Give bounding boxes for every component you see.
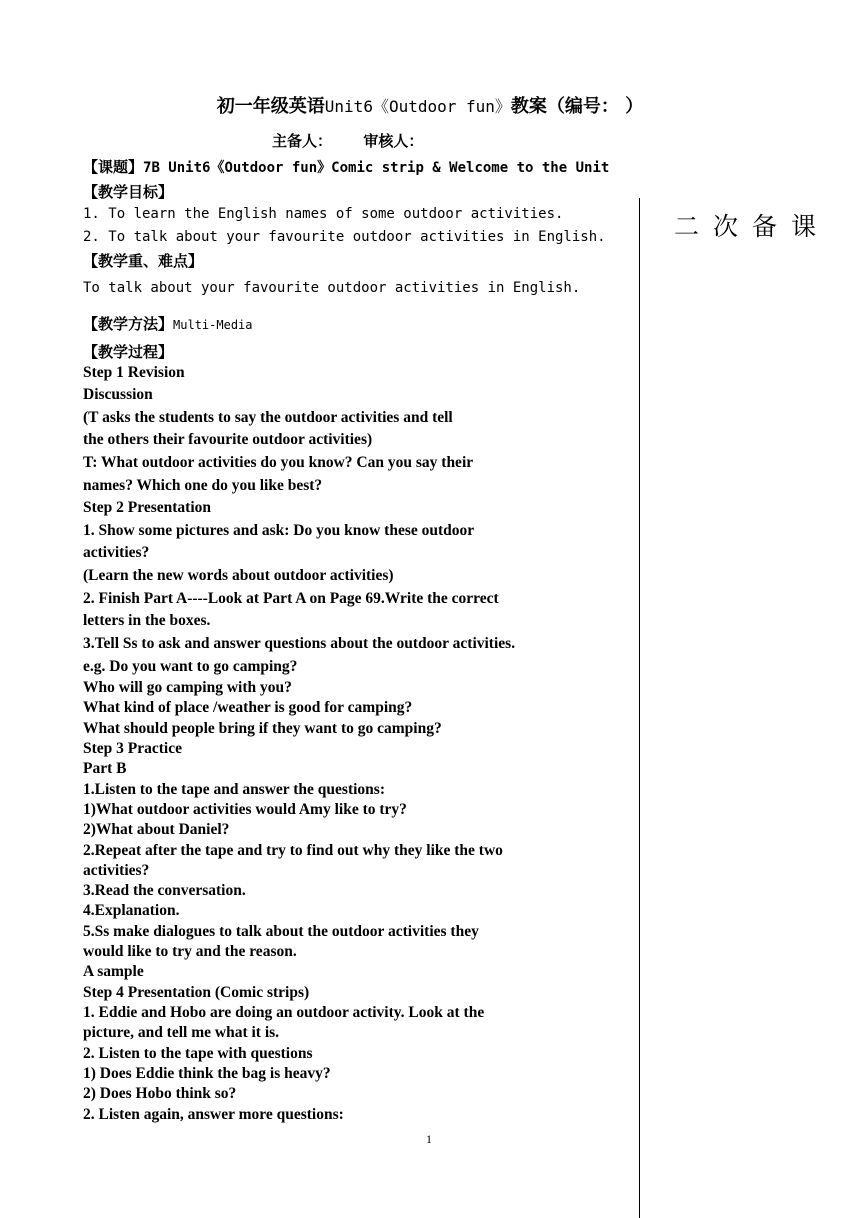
process-line: 1. Show some pictures and ask: Do you know these outdoor xyxy=(83,522,475,539)
process-line: would like to try and the reason. xyxy=(83,943,297,960)
process-line: (Learn the new words about outdoor activities) xyxy=(83,567,394,584)
process-line: 2. Listen to the tape with questions xyxy=(83,1045,313,1062)
process-line: 1)What outdoor activities would Amy like to try? xyxy=(83,801,407,818)
title-rest: 教案（编号： ） xyxy=(510,96,644,117)
title-unit: Unit6《Outdoor fun》 xyxy=(324,97,511,116)
process-line: e.g. Do you want to go camping? xyxy=(83,658,298,675)
objective-item: 2. To talk about your favourite outdoor activities in English. xyxy=(83,229,606,245)
process-line: names? Which one do you like best? xyxy=(83,477,323,494)
process-line: (T asks the students to say the outdoor activities and tell xyxy=(83,409,453,426)
process-line: Part B xyxy=(83,760,127,777)
process-line: 1) Does Eddie think the bag is heavy? xyxy=(83,1065,331,1082)
process-line: 2. Listen again, answer more questions: xyxy=(83,1106,344,1123)
process-line: the others their favourite outdoor activities) xyxy=(83,431,373,448)
process-line: T: What outdoor activities do you know? Can you say their xyxy=(83,454,474,471)
topic-line xyxy=(83,156,609,177)
process-line: activities? xyxy=(83,544,150,561)
page-number: 1 xyxy=(426,1132,432,1146)
process-line: 2) Does Hobo think so? xyxy=(83,1085,237,1102)
process-line: activities? xyxy=(83,862,150,879)
key-points-text: To talk about your favourite outdoor activities in English. xyxy=(83,280,581,296)
process-line: Step 4 Presentation (Comic strips) xyxy=(83,984,310,1001)
process-line: 3.Tell Ss to ask and answer questions about the outdoor activities. xyxy=(83,635,516,652)
process-line: Discussion xyxy=(83,386,153,403)
side-note: 二次备课 xyxy=(674,212,831,241)
process-line: picture, and tell me what it is. xyxy=(83,1024,280,1041)
process-line: 2.Repeat after the tape and try to find out why they like the two xyxy=(83,842,503,859)
process-line: 3.Read the conversation. xyxy=(83,882,246,899)
method-text: Multi-Media xyxy=(173,318,253,332)
authors-line: 主备人： 审核人： xyxy=(272,132,424,150)
objectives-label: 【教学目标】 xyxy=(83,183,174,201)
process-line: Step 2 Presentation xyxy=(83,499,212,516)
process-line: 1.Listen to the tape and answer the questions: xyxy=(83,781,385,798)
column-divider xyxy=(639,198,640,1218)
process-line: letters in the boxes. xyxy=(83,612,211,629)
process-line: What kind of place /weather is good for camping? xyxy=(83,699,413,716)
process-line: Step 3 Practice xyxy=(83,740,182,757)
objective-item: 1. To learn the English names of some outdoor activities. xyxy=(83,206,564,222)
process-label: 【教学过程】 xyxy=(83,343,174,361)
process-line: A sample xyxy=(83,963,144,980)
process-line: Who will go camping with you? xyxy=(83,679,292,696)
topic-label: 【课题】 xyxy=(83,158,144,176)
page-title xyxy=(0,92,860,118)
process-line: 2)What about Daniel? xyxy=(83,821,230,838)
key-points-label: 【教学重、难点】 xyxy=(83,252,204,270)
method-label: 【教学方法】 xyxy=(83,315,174,333)
topic-text: 7B Unit6《Outdoor fun》Comic strip & Welcome to the Unit xyxy=(143,160,610,176)
process-line: 5.Ss make dialogues to talk about the outdoor activities they xyxy=(83,923,479,940)
process-line: 2. Finish Part A----Look at Part A on Page 69.Write the correct xyxy=(83,590,499,607)
process-line: 4.Explanation. xyxy=(83,902,180,919)
process-line: Step 1 Revision xyxy=(83,364,185,381)
process-line: 1. Eddie and Hobo are doing an outdoor activity. Look at the xyxy=(83,1004,485,1021)
title-cn: 初一年级英语 xyxy=(216,96,325,117)
process-line: What should people bring if they want to go camping? xyxy=(83,720,442,737)
method-line xyxy=(83,313,253,334)
